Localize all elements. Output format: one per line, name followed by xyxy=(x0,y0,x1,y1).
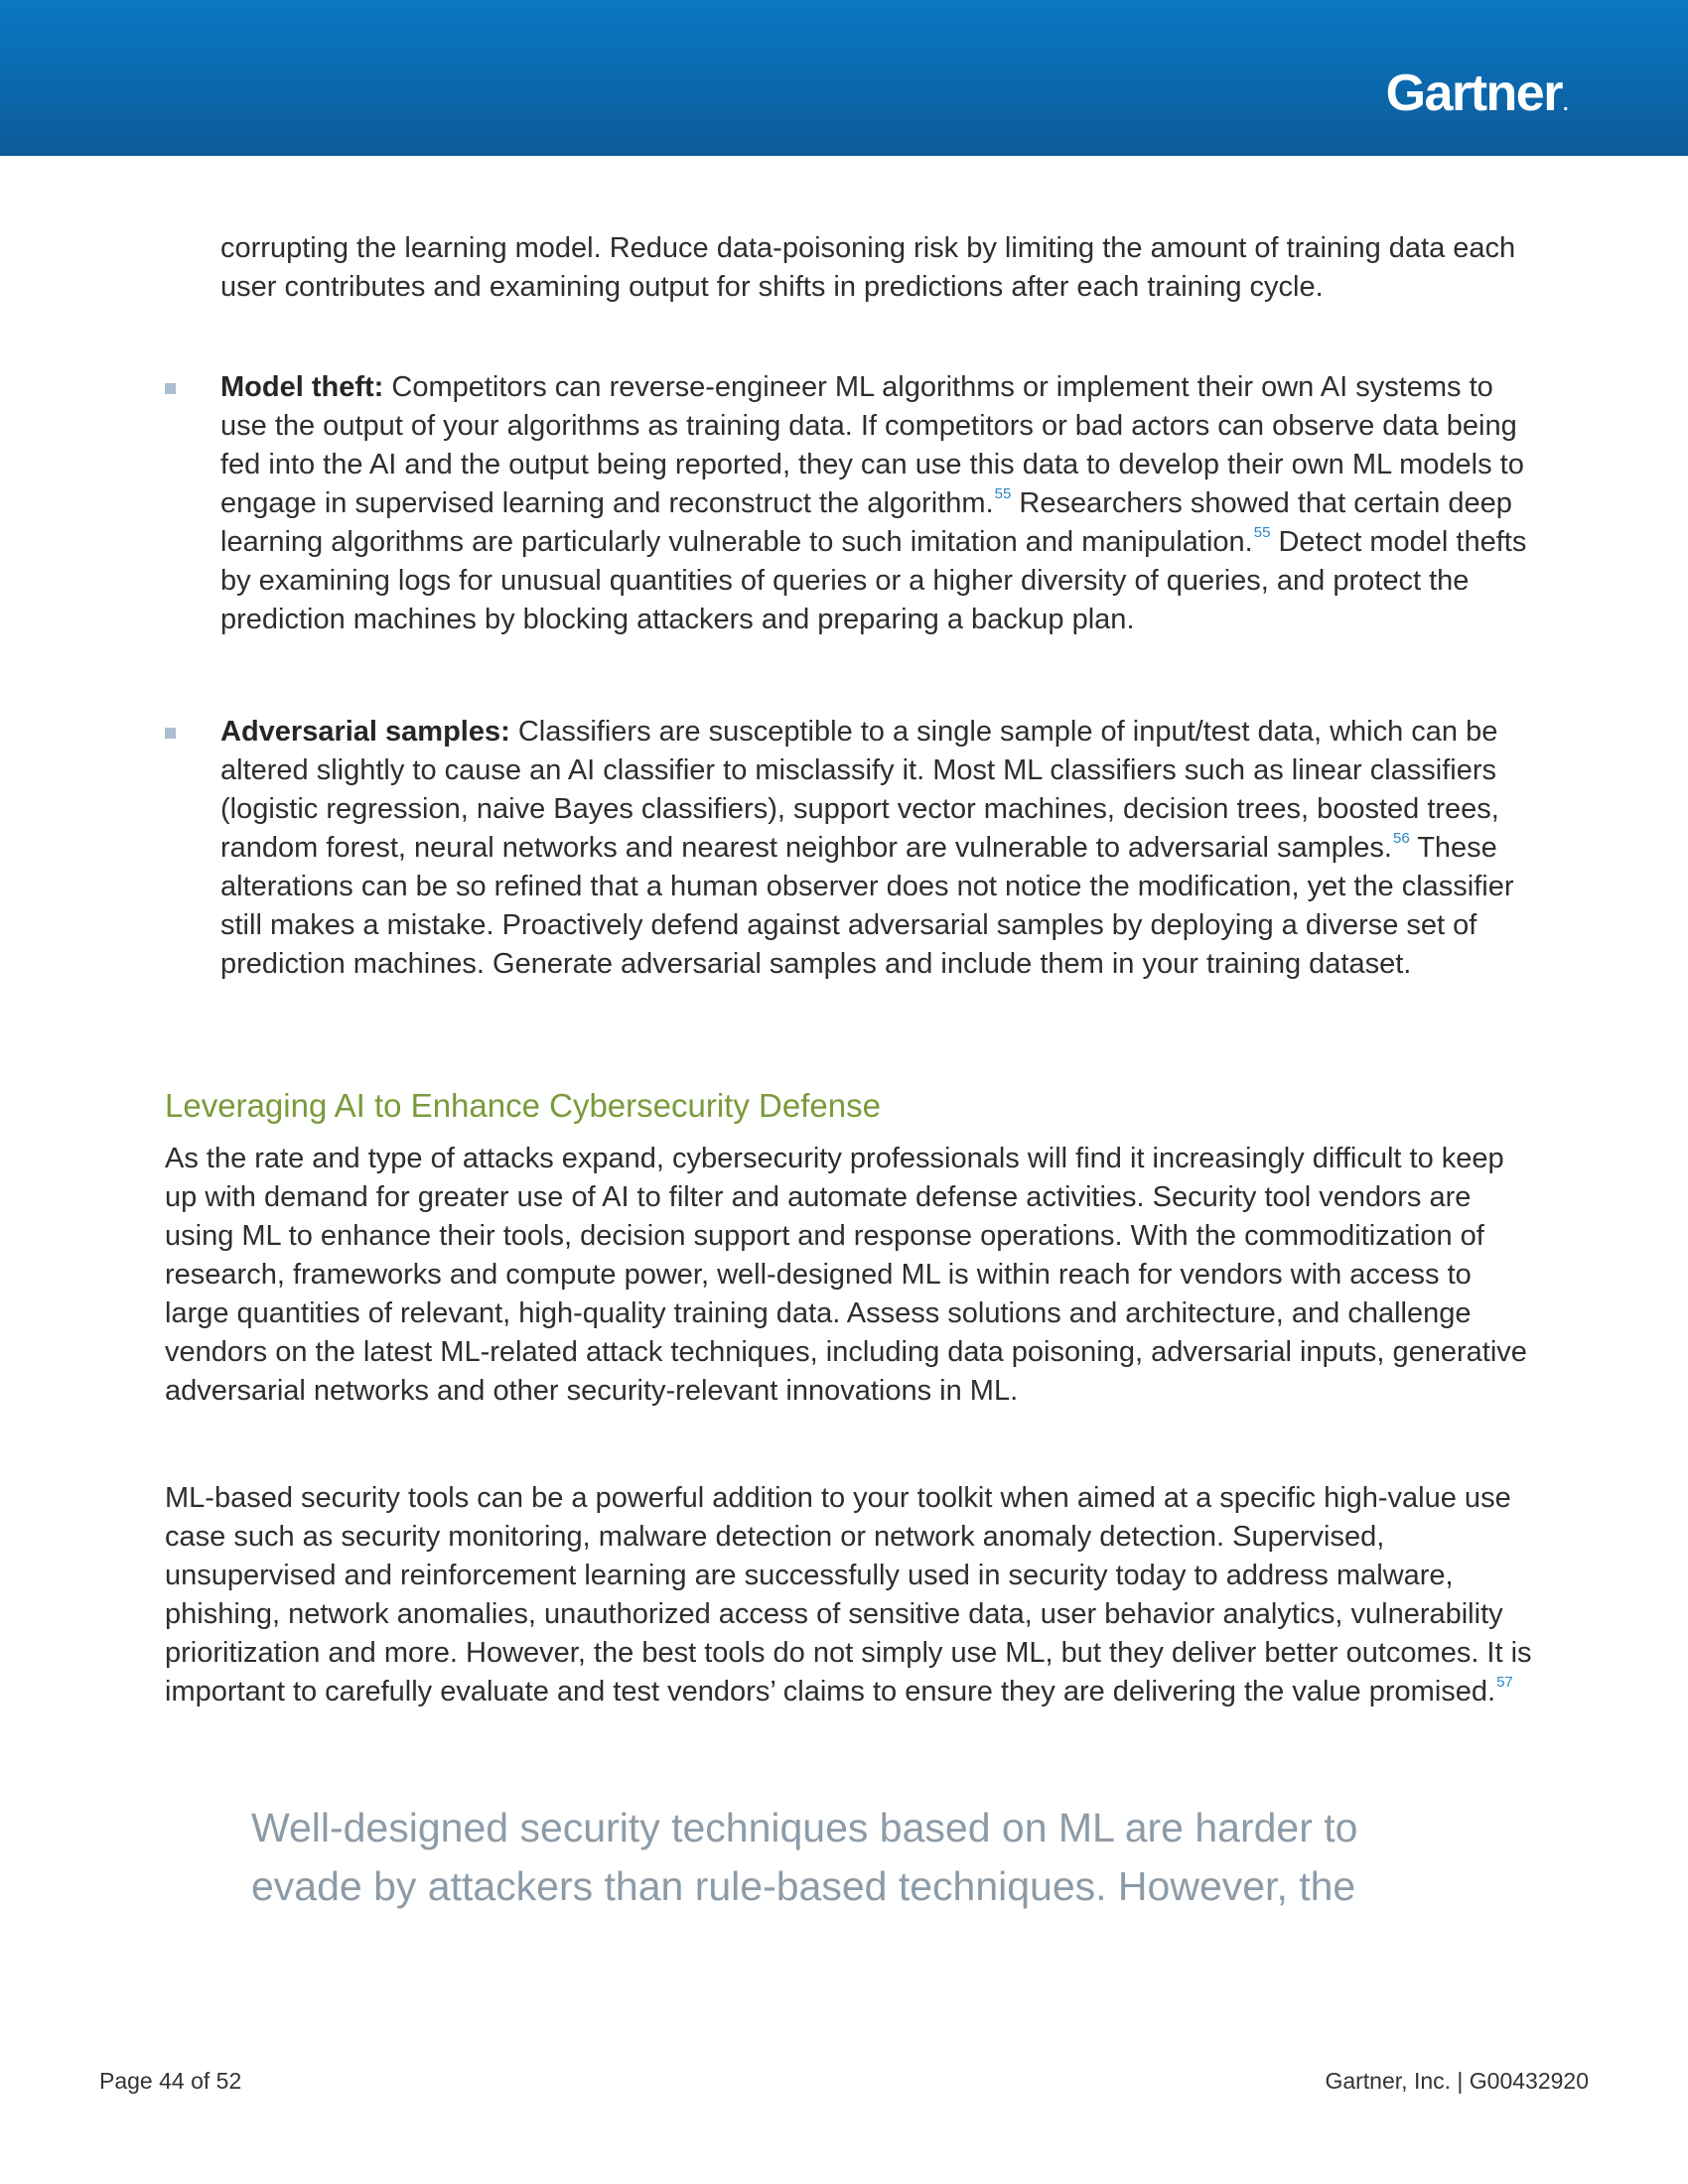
document-id: Gartner, Inc. | G00432920 xyxy=(1325,2068,1589,2094)
bullet-body: These alterations can be so refined that a human observer does not notice the modification, yet the classifier still makes a mistake. Proactively defend against adversarial samples by deploying a diverse set of prediction machines. Generate adversarial samples and include them in your training dataset. xyxy=(220,832,1514,980)
logo-text: Gartner xyxy=(1385,65,1562,122)
footnote-ref[interactable]: 55 xyxy=(1253,524,1271,541)
bullet-item-model-theft xyxy=(165,368,1535,639)
bullet-body: Competitors can reverse-engineer ML algorithms or implement their own AI systems to use the output of your algorithms as training data. If competitors or bad actors can observe data being fed into the AI and the output being reported, they can use this data to develop their own ML models to engage in supervised learning and reconstruct the algorithm. xyxy=(220,371,1524,519)
bullet-body: Detect model thefts by examining logs for unusual quantities of queries or a higher diversity of queries, and protect the prediction machines by blocking attackers and preparing a backup plan. xyxy=(220,526,1527,635)
page-header xyxy=(0,0,1688,156)
gartner-logo xyxy=(1386,64,1567,134)
bullet-title: Adversarial samples: xyxy=(220,716,510,748)
footnote-ref[interactable]: 57 xyxy=(1496,1674,1513,1691)
body-paragraph: As the rate and type of attacks expand, cybersecurity professionals will find it increasingly difficult to keep up with demand for greater use of AI to filter and automate defense activities. Security tool vendors are using ML to enhance their tools, decision support and response operations. With the commoditization of research, frameworks and compute power, well-designed ML is within reach for vendors with access to large quantities of relevant, high-quality training data. Assess solutions and architecture, and challenge vendors on the latest ML-related attack techniques, including data poisoning, adversarial inputs, generative adversarial networks and other security-relevant innovations in ML. xyxy=(165,1143,1527,1407)
bullet-text xyxy=(220,713,1535,984)
bullet-text xyxy=(220,368,1535,639)
page-number: Page 44 of 52 xyxy=(99,2068,242,2094)
bullet-title: Model theft: xyxy=(220,371,384,403)
bullet-body: Classifiers are susceptible to a single sample of input/test data, which can be altered slightly to cause an AI classifier to misclassify it. Most ML classifiers such as linear classifiers (logistic regression, naive Bayes classifiers), support vector machines, decision trees, boosted trees, random forest, neural networks and nearest neighbor are vulnerable to adversarial samples. xyxy=(220,716,1499,864)
footnote-ref[interactable]: 55 xyxy=(994,485,1012,502)
bullet-item-adversarial-samples xyxy=(165,713,1535,984)
logo-dot: . xyxy=(1562,93,1567,115)
footnote-ref[interactable]: 56 xyxy=(1392,830,1410,847)
continuation-paragraph: corrupting the learning model. Reduce data-poisoning risk by limiting the amount of training data each user contributes and examining output for shifts in predictions after each training cycle. xyxy=(220,232,1516,303)
square-bullet-icon xyxy=(165,728,176,739)
pull-quote: Well-designed security techniques based on ML are harder to evade by attackers than rule-based techniques. However, the xyxy=(251,1805,1358,1909)
square-bullet-icon xyxy=(165,383,176,394)
body-paragraph xyxy=(165,1479,1535,1711)
bullet-body: Researchers showed that certain deep learning algorithms are particularly vulnerable to such imitation and manipulation. xyxy=(220,487,1512,558)
paragraph-text: ML-based security tools can be a powerful addition to your toolkit when aimed at a specific high-value use case such as security monitoring, malware detection or network anomaly detection. Supervised, unsupervised and reinforcement learning are successfully used in security today to address malware, phishing, network anomalies, unauthorized access of sensitive data, user behavior analytics, vulnerability prioritization and more. However, the best tools do not simply use ML, but they deliver better outcomes. It is important to carefully evaluate and test vendors’ claims to ensure they are delivering the value promised. xyxy=(165,1482,1532,1707)
section-heading: Leveraging AI to Enhance Cybersecurity Defense xyxy=(165,1087,881,1124)
